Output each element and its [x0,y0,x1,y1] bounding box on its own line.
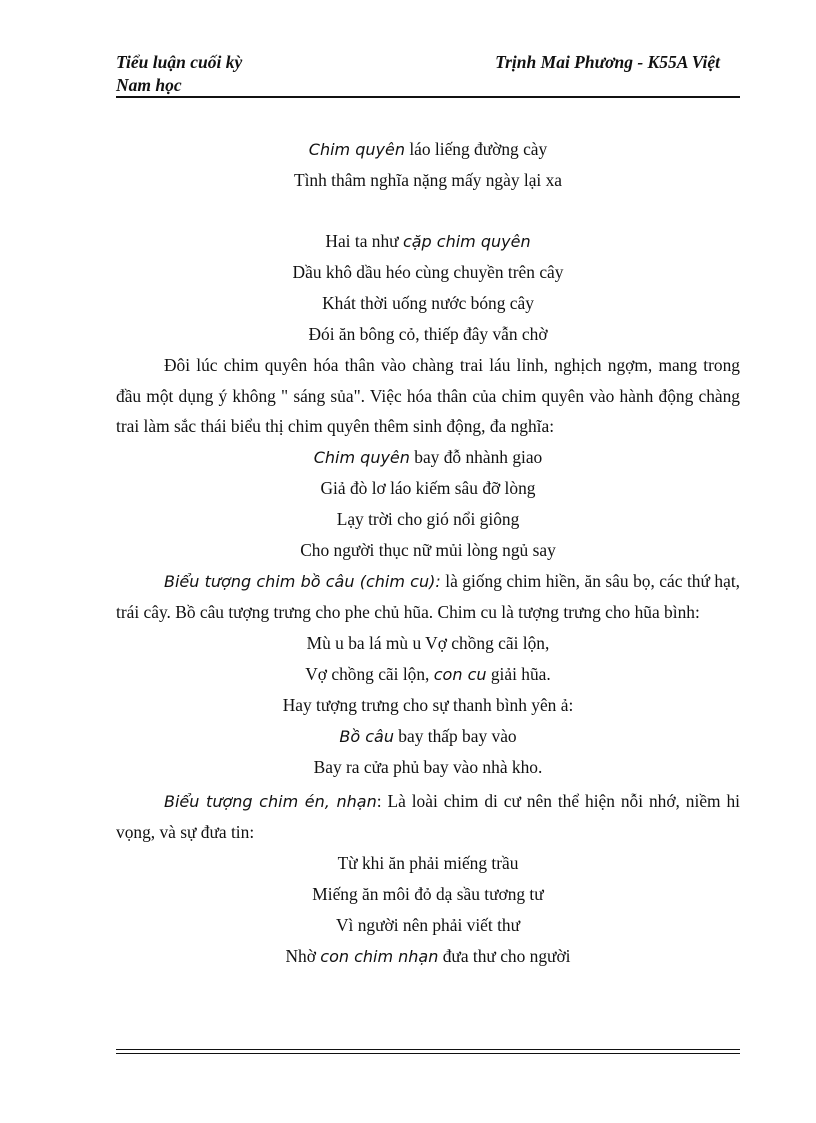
verse-italic: Chim quyên [313,447,410,467]
verse-line [116,226,740,257]
verse-italic: Chim quyên [308,140,405,159]
verse-text: đưa thư cho người [438,945,571,966]
verse-line [116,442,740,473]
verse-text: bay đỗ nhành giao [409,446,543,467]
verse-line: Lạy trời cho gió nổi giông [336,508,520,529]
paragraph-text: là giống chim hiền, ăn sâu bọ, các thứ hạt, trái cây. Bồ câu tượng trưng cho phe chủ hũa. Chim cu là tượng trưng cho hũa bình: [116,570,740,622]
verse-line: Khát thời uống nước bóng cây [322,293,534,313]
verse-text: Vợ chồng cãi lộn, [305,663,434,684]
verse-line: Dầu khô dầu héo cùng chuyền trên cây [292,262,564,282]
verse-text: Hai ta như [325,231,403,251]
header-title-left-line2: Nam học [116,75,182,95]
verse-italic: cặp chim quyên [402,232,531,251]
verse-italic: con chim nhạn [320,946,439,966]
verse-text: Nhờ [285,945,321,966]
verse-line: Tình thâm nghĩa nặng mấy ngày lại xa [293,170,563,190]
paragraph [116,566,740,628]
page-content [116,134,740,972]
paragraph: Đôi lúc chim quyên hóa thân vào chàng trai láu lỉnh, nghịch ngợm, mang trong đầu một dụng ý không " sáng sủa". Việc hóa thân của chim quyên vào hành động chàng trai làm sắc thái biểu thị chim quyên thêm sinh động, đa nghĩa: [116,355,740,436]
verse-line [116,134,740,165]
header-title-left: Tiểu luận cuối kỳ [116,52,243,72]
verse-line [116,659,740,690]
verse-line: Cho người thục nữ mủi lòng ngủ say [300,539,556,560]
paragraph-italic: Biểu tượng chim én, nhạn [164,791,377,811]
verse-line: Mù u ba lá mù u Vợ chồng cãi lộn, [306,632,550,653]
footer-rule [116,1049,740,1054]
verse-italic: Bồ câu [339,726,394,746]
page-header [116,48,740,98]
stanza-gap [116,196,740,226]
verse-line [116,721,740,752]
verse-line: Từ khi ăn phải miếng trầu [337,852,519,873]
verse-line: Bay ra cửa phủ bay vào nhà kho. [313,756,543,777]
verse-italic: con cu [433,664,487,684]
verse-text: láo liếng đường cày [404,139,548,159]
verse-text: giải hũa. [486,663,551,684]
verse-line: Miếng ăn môi đỏ dạ sầu tương tư [312,883,544,904]
paragraph-text: : Là loài chim di cư nên thể hiện nỗi nhớ, niềm hi vọng, và sự đưa tin: [116,790,740,842]
verse-line: Vì người nên phải viết thư [335,914,521,935]
paragraph [116,786,740,848]
verse-line: Giả đò lơ láo kiếm sâu đỡ lòng [320,477,536,498]
verse-line: Đói ăn bông cỏ, thiếp đây vẫn chờ [308,324,548,344]
header-author: Trịnh Mai Phương - K55A Việt [495,52,720,72]
verse-line: Hay tượng trưng cho sự thanh bình yên ả: [282,694,574,715]
paragraph-italic: Biểu tượng chim bồ câu (chim cu): [164,571,441,591]
verse-line [116,941,740,972]
verse-text: bay thấp bay vào [393,725,517,746]
